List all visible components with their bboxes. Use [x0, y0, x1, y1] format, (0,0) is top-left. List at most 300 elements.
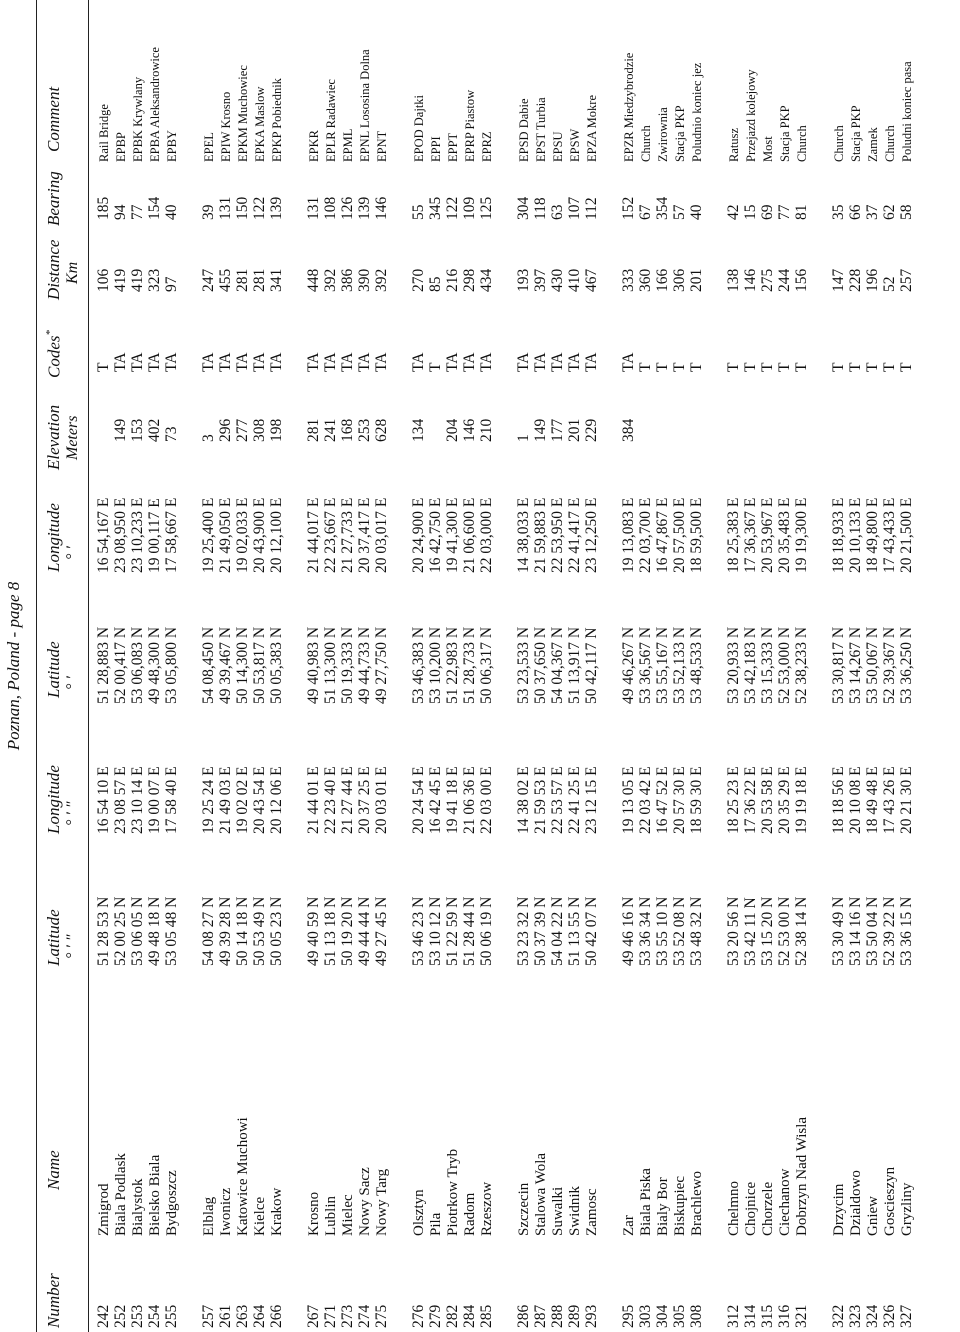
cell-elev: 628: [373, 418, 390, 442]
cell-comment: EPKM Muchowiec: [236, 65, 250, 162]
cell-name: Bialystok: [130, 1178, 146, 1236]
cell-lat-dec: 53 23,533 N: [515, 626, 532, 704]
cell-elev: 281: [305, 418, 322, 442]
cell-elev: 277: [234, 418, 251, 442]
cell-lat-dec: 50 06,317 N: [478, 626, 495, 704]
cell-lat-dec: 53 46,383 N: [410, 626, 427, 704]
cell-bearing: 94: [112, 204, 129, 220]
cell-lon-dec: 19 25,400 E: [200, 497, 217, 573]
cell-lat-dec: 53 05,800 N: [163, 626, 180, 704]
cell-number: 295: [620, 1304, 637, 1328]
cell-lat-dms: 51 13 18 N: [322, 896, 339, 966]
cell-lat-dec: 53 30,817 N: [830, 626, 847, 704]
cell-lat-dms: 49 46 16 N: [620, 896, 637, 966]
cell-name: Biskupiec: [672, 1176, 688, 1236]
cell-dist: 106: [95, 268, 112, 292]
cell-lat-dms: 50 53 49 N: [251, 896, 268, 966]
cell-codes: TA: [234, 352, 251, 372]
cell-lon-dec: 22 41,417 E: [566, 497, 583, 573]
cell-number: 274: [356, 1304, 373, 1328]
cell-number: 242: [95, 1304, 112, 1328]
cell-lon-dec: 20 37,417 E: [356, 497, 373, 573]
cell-dist: 270: [410, 268, 427, 292]
cell-codes: T: [688, 362, 705, 372]
cell-dist: 216: [444, 268, 461, 292]
cell-lon-dms: 22 03 42 E: [637, 766, 654, 834]
cell-lon-dms: 18 49 48 E: [864, 766, 881, 834]
cell-name: Drzycim: [831, 1183, 847, 1236]
cell-comment: Church: [639, 125, 653, 162]
cell-comment: Church: [883, 125, 897, 162]
cell-comment: Most: [761, 136, 775, 162]
cell-number: 293: [583, 1304, 600, 1328]
cell-dist: 390: [356, 268, 373, 292]
cell-number: 321: [793, 1304, 810, 1328]
cell-lon-dec: 20 24,900 E: [410, 497, 427, 573]
cell-name: Ciechanow: [777, 1168, 793, 1236]
cell-comment: EPKR: [307, 130, 321, 162]
cell-name: Goscieszyn: [882, 1166, 898, 1236]
cell-lat-dec: 51 13,917 N: [566, 626, 583, 704]
header-latitude-dms-units: ° ′ ″: [64, 934, 81, 959]
cell-lat-dec: 51 13,300 N: [322, 626, 339, 704]
cell-lon-dms: 20 53 58 E: [759, 766, 776, 834]
cell-lat-dms: 53 06 05 N: [129, 896, 146, 966]
cell-lon-dms: 16 42 45 E: [427, 766, 444, 834]
cell-lat-dms: 53 05 48 N: [163, 896, 180, 966]
cell-number: 276: [410, 1304, 427, 1328]
cell-codes: T: [847, 362, 864, 372]
cell-dist: 275: [759, 268, 776, 292]
cell-comment: EPOD Dajtki: [412, 94, 426, 162]
cell-name: Lublin: [323, 1196, 339, 1236]
cell-name: Zamosc: [584, 1188, 600, 1236]
cell-name: Mielec: [340, 1194, 356, 1236]
cell-lat-dms: 53 10 12 N: [427, 896, 444, 966]
cell-codes: T: [671, 362, 688, 372]
cell-elev: 73: [163, 426, 180, 442]
cell-comment: Church: [832, 125, 846, 162]
cell-comment: Ratusz: [727, 127, 741, 162]
cell-name: Radom: [462, 1192, 478, 1236]
table-row: [372, 0, 392, 1332]
cell-lon-dec: 23 08,950 E: [112, 497, 129, 573]
cell-bearing: 55: [410, 204, 427, 220]
cell-comment: EPBK Krywlany: [131, 76, 145, 162]
cell-name: Swidnik: [567, 1185, 583, 1236]
cell-name: Stalowa Wola: [533, 1152, 549, 1236]
header-elevation: Elevation: [44, 404, 63, 470]
cell-lat-dms: 52 38 14 N: [793, 896, 810, 966]
cell-lat-dms: 54 04 22 N: [549, 896, 566, 966]
cell-bearing: 112: [583, 197, 600, 220]
cell-lon-dms: 17 43 26 E: [881, 766, 898, 834]
cell-number: 263: [234, 1304, 251, 1328]
table-row: [582, 0, 602, 1332]
cell-lat-dec: 51 28,883 N: [95, 626, 112, 704]
cell-dist: 410: [566, 268, 583, 292]
cell-dist: 196: [864, 268, 881, 292]
cell-comment: EPZA Mokre: [585, 94, 599, 162]
cell-dist: 419: [129, 268, 146, 292]
cell-lat-dec: 52 53,000 N: [776, 626, 793, 704]
cell-number: 253: [129, 1304, 146, 1328]
cell-number: 286: [515, 1304, 532, 1328]
cell-codes: TA: [444, 352, 461, 372]
cell-number: 275: [373, 1304, 390, 1328]
cell-codes: T: [742, 362, 759, 372]
cell-lat-dms: 53 15 20 N: [759, 896, 776, 966]
cell-codes: TA: [217, 352, 234, 372]
cell-codes: T: [725, 362, 742, 372]
cell-comment: EPKA Maslow: [253, 86, 267, 162]
header-distance: Distance: [44, 239, 63, 300]
cell-number: 255: [163, 1304, 180, 1328]
cell-lon-dms: 23 08 57 E: [112, 766, 129, 834]
cell-lon-dec: 20 03,017 E: [373, 497, 390, 573]
cell-comment: EPKP Pobiednik: [270, 78, 284, 162]
cell-codes: TA: [146, 352, 163, 372]
cell-name: Dzialdowo: [848, 1170, 864, 1236]
cell-dist: 247: [200, 268, 217, 292]
table-row: [477, 0, 497, 1332]
cell-codes: TA: [268, 352, 285, 372]
cell-lon-dms: 17 36 22 E: [742, 766, 759, 834]
cell-codes: TA: [478, 352, 495, 372]
cell-comment: EPSU: [551, 131, 565, 162]
cell-name: Krakow: [269, 1187, 285, 1236]
cell-bearing: 139: [356, 196, 373, 220]
cell-dist: 244: [776, 268, 793, 292]
header-comment: Comment: [44, 86, 63, 152]
cell-lon-dms: 20 12 06 E: [268, 766, 285, 834]
cell-lon-dec: 20 12,100 E: [268, 497, 285, 573]
cell-dist: 146: [742, 268, 759, 292]
cell-lon-dec: 22 03,700 E: [637, 497, 654, 573]
cell-lat-dms: 53 42 11 N: [742, 897, 759, 966]
cell-name: Suwalki: [550, 1186, 566, 1236]
cell-number: 257: [200, 1304, 217, 1328]
cell-bearing: 304: [515, 196, 532, 220]
cell-bearing: 81: [793, 204, 810, 220]
cell-lon-dms: 21 49 03 E: [217, 766, 234, 834]
cell-lat-dec: 49 48,300 N: [146, 626, 163, 704]
table-row: [687, 0, 707, 1332]
cell-name: Rzeszow: [479, 1181, 495, 1236]
cell-lon-dms: 20 35 29 E: [776, 766, 793, 834]
cell-bearing: 66: [847, 204, 864, 220]
cell-bearing: 58: [898, 204, 915, 220]
cell-lat-dec: 52 39,367 N: [881, 626, 898, 704]
cell-lat-dms: 53 36 34 N: [637, 896, 654, 966]
cell-bearing: 118: [532, 197, 549, 220]
cell-comment: EPBA Aleksandrowice: [148, 47, 162, 162]
header-longitude-dms: Longitude: [44, 765, 63, 834]
cell-comment: EPRZ: [480, 131, 494, 162]
cell-comment: EPST Turbia: [534, 97, 548, 162]
cell-lon-dms: 18 18 56 E: [830, 766, 847, 834]
cell-bearing: 63: [549, 204, 566, 220]
cell-codes: TA: [163, 352, 180, 372]
header-name: Name: [44, 1150, 63, 1190]
cell-codes: TA: [200, 352, 217, 372]
cell-lon-dec: 23 10,233 E: [129, 497, 146, 573]
cell-comment: EPML: [341, 128, 355, 162]
cell-bearing: 146: [373, 196, 390, 220]
cell-bearing: 154: [146, 196, 163, 220]
cell-dist: 434: [478, 268, 495, 292]
cell-dist: 392: [373, 268, 390, 292]
cell-lon-dms: 22 03 00 E: [478, 766, 495, 834]
cell-name: Iwonicz: [218, 1187, 234, 1236]
table-row: [897, 0, 917, 1332]
cell-codes: TA: [583, 352, 600, 372]
cell-lat-dec: 53 20,933 N: [725, 626, 742, 704]
cell-lon-dec: 19 13,083 E: [620, 497, 637, 573]
cell-bearing: 139: [268, 196, 285, 220]
cell-number: 271: [322, 1304, 339, 1328]
cell-lon-dec: 22 03,000 E: [478, 497, 495, 573]
cell-comment: Zamek: [866, 127, 880, 162]
cell-name: Gniew: [865, 1196, 881, 1236]
page-title: Poznan, Poland - page 8: [4, 581, 23, 751]
header-codes-label: Codes: [44, 335, 64, 378]
cell-comment: Zwirownia: [656, 107, 670, 162]
cell-lat-dms: 51 13 55 N: [566, 896, 583, 966]
table-row: [267, 0, 287, 1332]
cell-bearing: 40: [163, 204, 180, 220]
cell-name: Szczecin: [516, 1182, 532, 1236]
cell-comment: EPNT: [375, 130, 389, 162]
cell-lon-dms: 22 53 57 E: [549, 766, 566, 834]
cell-codes: T: [793, 362, 810, 372]
cell-dist: 430: [549, 268, 566, 292]
cell-number: 273: [339, 1304, 356, 1328]
header-bearing: Bearing: [44, 171, 63, 226]
cell-lat-dec: 53 48,533 N: [688, 626, 705, 704]
cell-name: Kielce: [252, 1196, 268, 1236]
cell-lat-dms: 51 28 53 N: [95, 896, 112, 966]
header-top-rule: [36, 0, 37, 1332]
header-latitude-dms: Latitude: [44, 909, 63, 966]
cell-lat-dec: 50 37,650 N: [532, 626, 549, 704]
cell-lon-dec: 21 59,883 E: [532, 497, 549, 573]
cell-dist: 333: [620, 268, 637, 292]
cell-lon-dms: 20 57 30 E: [671, 766, 688, 834]
cell-dist: 201: [688, 268, 705, 292]
cell-comment: EPSD Dabie: [517, 98, 531, 162]
cell-codes: T: [864, 362, 881, 372]
cell-elev: 241: [322, 418, 339, 442]
cell-lon-dms: 21 27 44 E: [339, 766, 356, 834]
cell-bearing: 42: [725, 204, 742, 220]
cell-name: Chojnice: [743, 1181, 759, 1236]
cell-bearing: 67: [637, 204, 654, 220]
cell-codes: TA: [251, 352, 268, 372]
cell-number: 322: [830, 1304, 847, 1328]
cell-lon-dms: 21 59 53 E: [532, 766, 549, 834]
cell-comment: EPNL Lososina Dolna: [358, 49, 372, 162]
cell-number: 287: [532, 1304, 549, 1328]
cell-lat-dms: 53 55 10 N: [654, 896, 671, 966]
cell-lat-dms: 50 05 23 N: [268, 896, 285, 966]
table-row: [162, 0, 182, 1332]
cell-bearing: 345: [427, 196, 444, 220]
cell-number: 282: [444, 1304, 461, 1328]
cell-number: 304: [654, 1304, 671, 1328]
cell-bearing: 152: [620, 196, 637, 220]
cell-lon-dec: 18 25,383 E: [725, 497, 742, 573]
cell-lon-dec: 16 47,867 E: [654, 497, 671, 573]
cell-lon-dec: 16 54,167 E: [95, 497, 112, 573]
cell-lat-dec: 53 52,133 N: [671, 626, 688, 704]
cell-lon-dec: 19 19,300 E: [793, 497, 810, 573]
cell-dist: 166: [654, 268, 671, 292]
cell-lon-dms: 20 43 54 E: [251, 766, 268, 834]
cell-elev: 253: [356, 418, 373, 442]
cell-name: Katowice Muchowi: [235, 1117, 251, 1236]
cell-codes: TA: [373, 352, 390, 372]
cell-lat-dec: 53 14,267 N: [847, 626, 864, 704]
cell-lat-dms: 49 39 28 N: [217, 896, 234, 966]
header-distance-units: Km: [64, 261, 81, 284]
cell-number: 279: [427, 1304, 444, 1328]
cell-lon-dms: 19 41 18 E: [444, 766, 461, 834]
cell-comment: Rail Bridge: [97, 104, 111, 162]
cell-codes: TA: [461, 352, 478, 372]
cell-lat-dms: 49 48 18 N: [146, 896, 163, 966]
header-codes-footnote-mark: *: [44, 330, 56, 336]
cell-number: 314: [742, 1304, 759, 1328]
cell-codes: TA: [410, 352, 427, 372]
cell-lat-dms: 53 20 56 N: [725, 896, 742, 966]
cell-number: 252: [112, 1304, 129, 1328]
cell-dist: 138: [725, 268, 742, 292]
cell-name: Krosno: [306, 1191, 322, 1236]
cell-number: 288: [549, 1304, 566, 1328]
cell-elev: 1: [515, 434, 532, 442]
cell-codes: TA: [620, 352, 637, 372]
cell-elev: 146: [461, 418, 478, 442]
cell-number: 324: [864, 1304, 881, 1328]
cell-lon-dec: 20 57,500 E: [671, 497, 688, 573]
cell-lon-dec: 17 36,367 E: [742, 497, 759, 573]
cell-name: Piotrkow Tryb: [445, 1148, 461, 1236]
header-bottom-rule: [88, 0, 89, 1332]
cell-name: Zar: [621, 1215, 637, 1236]
cell-dist: 156: [793, 268, 810, 292]
cell-dist: 281: [251, 268, 268, 292]
cell-comment: EPRP Piastow: [463, 89, 477, 162]
cell-comment: Stacja PKP: [849, 105, 863, 162]
cell-lat-dms: 49 44 44 N: [356, 896, 373, 966]
cell-lon-dms: 20 37 25 E: [356, 766, 373, 834]
cell-lat-dms: 53 46 23 N: [410, 896, 427, 966]
cell-lon-dec: 21 44,017 E: [305, 497, 322, 573]
cell-lon-dms: 19 13 05 E: [620, 766, 637, 834]
cell-lat-dms: 50 06 19 N: [478, 896, 495, 966]
cell-codes: T: [759, 362, 776, 372]
cell-name: Elblag: [201, 1196, 217, 1236]
cell-lon-dec: 18 49,800 E: [864, 497, 881, 573]
cell-elev: 198: [268, 418, 285, 442]
cell-lat-dec: 50 42,117 N: [583, 627, 600, 704]
cell-lat-dms: 50 19 20 N: [339, 896, 356, 966]
cell-dist: 397: [532, 268, 549, 292]
cell-lat-dec: 53 55,167 N: [654, 626, 671, 704]
cell-number: 312: [725, 1304, 742, 1328]
cell-lat-dms: 49 27 45 N: [373, 896, 390, 966]
cell-dist: 281: [234, 268, 251, 292]
cell-lon-dms: 21 44 01 E: [305, 766, 322, 834]
cell-lat-dec: 52 00,417 N: [112, 626, 129, 704]
cell-lon-dec: 17 43,433 E: [881, 497, 898, 573]
cell-lon-dec: 18 18,933 E: [830, 497, 847, 573]
cell-lat-dec: 51 28,733 N: [461, 626, 478, 704]
cell-elev: 201: [566, 418, 583, 442]
cell-comment: Stacja PKP: [778, 105, 792, 162]
cell-codes: TA: [356, 352, 373, 372]
cell-name: Gryzliny: [899, 1182, 915, 1236]
cell-dist: 306: [671, 268, 688, 292]
cell-lon-dec: 21 06,600 E: [461, 497, 478, 573]
cell-lat-dec: 49 39,467 N: [217, 626, 234, 704]
cell-lon-dec: 22 23,667 E: [322, 497, 339, 573]
cell-name: Bydgoszcz: [164, 1170, 180, 1236]
cell-name: Biala Podlask: [113, 1153, 129, 1236]
cell-lon-dms: 16 47 52 E: [654, 766, 671, 834]
cell-bearing: 15: [742, 204, 759, 220]
cell-dist: 97: [163, 276, 180, 292]
cell-number: 305: [671, 1304, 688, 1328]
cell-lon-dms: 20 21 30 E: [898, 766, 915, 834]
cell-lat-dec: 49 40,983 N: [305, 626, 322, 704]
cell-lon-dec: 22 53,950 E: [549, 497, 566, 573]
cell-elev: 229: [583, 418, 600, 442]
cell-lat-dec: 53 15,333 N: [759, 626, 776, 704]
cell-lat-dec: 49 44,733 N: [356, 626, 373, 704]
cell-codes: T: [95, 362, 112, 372]
cell-bearing: 39: [200, 204, 217, 220]
cell-lat-dms: 52 53 00 N: [776, 896, 793, 966]
cell-comment: EPBY: [165, 130, 179, 162]
cell-dist: 323: [146, 268, 163, 292]
cell-lon-dms: 19 25 24 E: [200, 766, 217, 834]
cell-elev: 296: [217, 418, 234, 442]
cell-lat-dms: 51 28 44 N: [461, 896, 478, 966]
header-latitude-dec: Latitude: [44, 641, 63, 698]
cell-lat-dec: 53 10,200 N: [427, 626, 444, 704]
cell-lat-dec: 49 27,750 N: [373, 626, 390, 704]
cell-lat-dms: 49 40 59 N: [305, 896, 322, 966]
cell-elev: 402: [146, 418, 163, 442]
cell-lat-dms: 53 50 04 N: [864, 896, 881, 966]
cell-dist: 455: [217, 268, 234, 292]
cell-lat-dms: 53 48 32 N: [688, 896, 705, 966]
header-number: Number: [44, 1273, 63, 1328]
cell-bearing: 122: [444, 196, 461, 220]
cell-comment: Poludnio koniec jez: [690, 62, 704, 162]
cell-dist: 85: [427, 276, 444, 292]
cell-lon-dms: 18 59 30 E: [688, 766, 705, 834]
cell-comment: Church: [795, 125, 809, 162]
cell-number: 326: [881, 1304, 898, 1328]
cell-lon-dms: 19 00 07 E: [146, 766, 163, 834]
cell-number: 266: [268, 1304, 285, 1328]
cell-dist: 419: [112, 268, 129, 292]
cell-name: Nowy Sacz: [357, 1167, 373, 1236]
cell-bearing: 37: [864, 204, 881, 220]
